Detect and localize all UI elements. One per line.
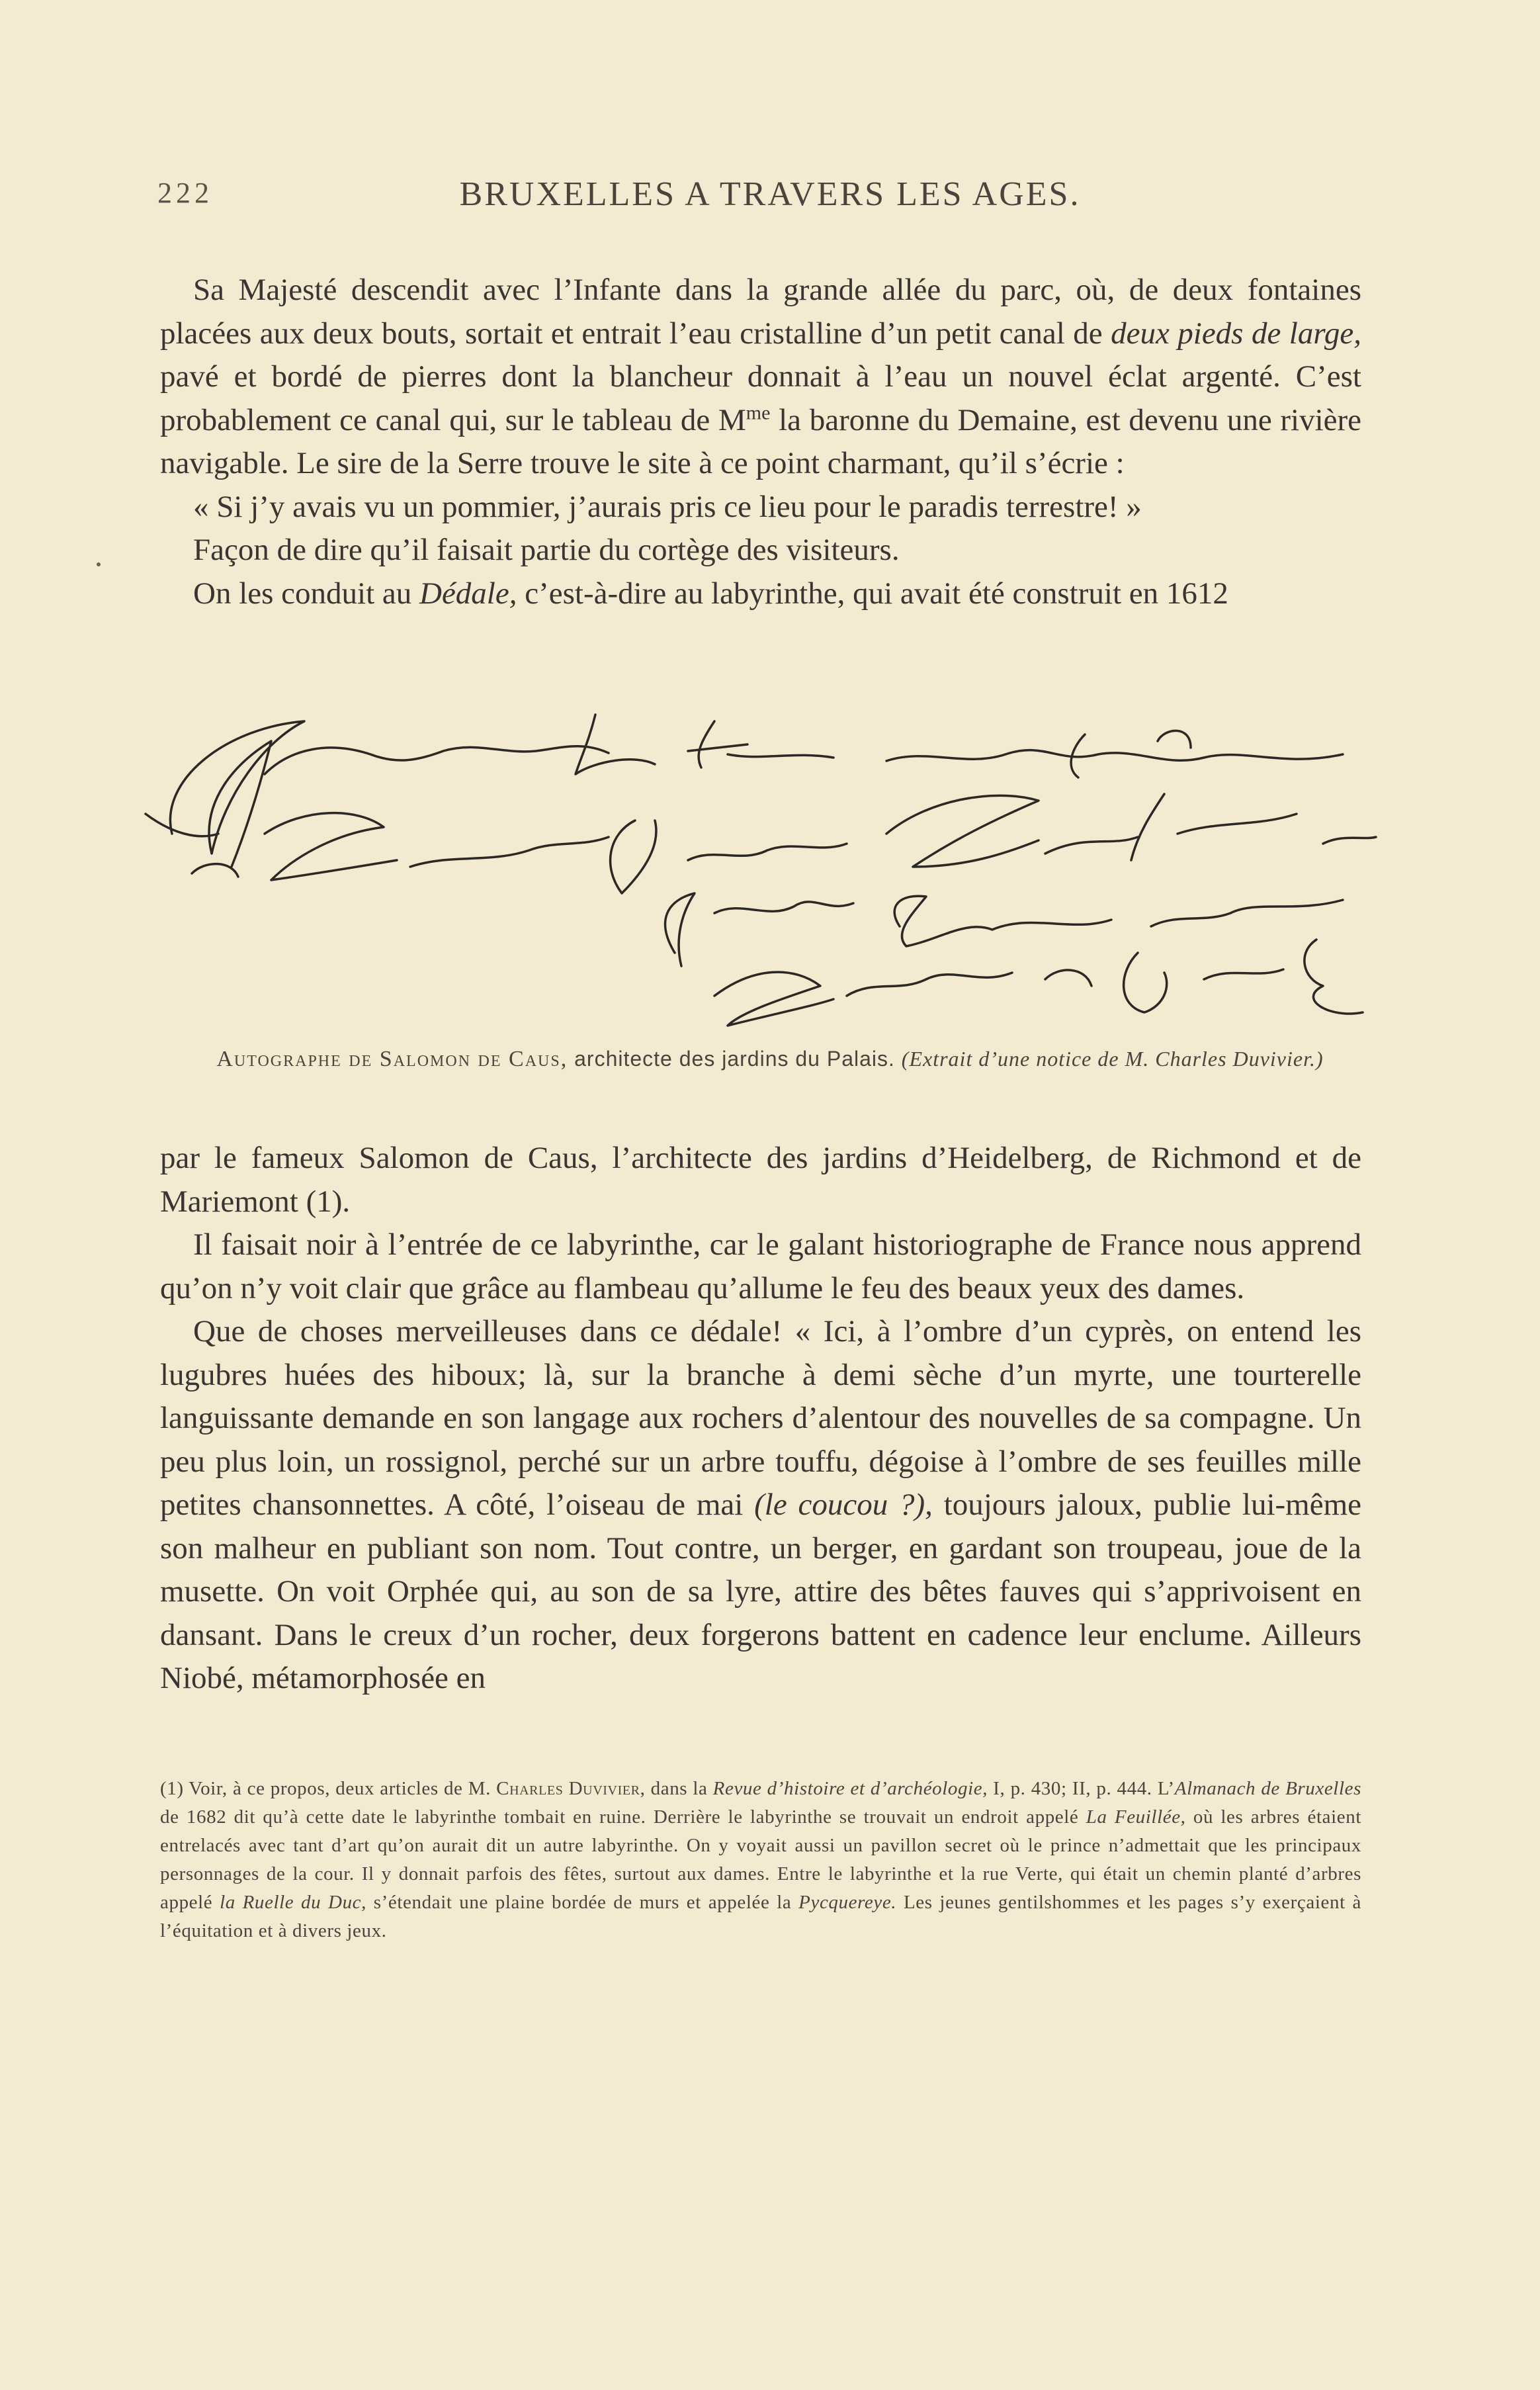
paragraph: par le fameux Salomon de Caus, l’architecte des jardins d’Heidelberg, de Richmond et de Mariemont (1). <box>160 1141 1361 1219</box>
footnote-text: (1) Voir, à ce propos, deux articles de M. Charles Duvivier, dans la Revue d’histoire et d’archéologie, I, p. 430; II, p. 444. L’Almanach de Bruxelles de 1682 dit qu’à cette date le labyrinthe tombait en ruine. Derrière le labyrinthe se trouvait un endroit appelé La Feuillée, où les arbres étaient entrelacés avec tant d’art qu’on aurait dit un autre labyrinthe. On y voyait aussi un pavillon secret où le prince n’admettait que les principaux personnages de la cour. Il y donnait parfois des fêtes, surtout aux dames. Entre le labyrinthe et la rue Verte, qui était un chemin planté d’arbres appelé la Ruelle du Duc, s’étendait une plaine bordée de murs et appelée la Pycquereye. Les jeunes gentilshommes et les pages s’y exerçaient à l’équitation et à divers jeux. <box>160 1778 1361 1941</box>
lower-text-block <box>160 1137 1361 1701</box>
autograph-signature-image <box>132 701 1409 1045</box>
upper-text-block <box>160 269 1361 615</box>
page-number: 222 <box>157 177 213 209</box>
running-title: BRUXELLES A TRAVERS LES AGES. <box>459 175 1081 213</box>
paragraph: On les conduit au Dédale, c’est-à-dire au labyrinthe, qui avait été construit en 1612 <box>193 576 1228 611</box>
margin-mark <box>97 562 101 566</box>
paragraph: Sa Majesté descendit avec l’Infante dans la grande allée du parc, où, de deux fontaines placées aux deux bouts, sortait et entrait l’eau cristalline d’un petit canal de deux pieds de large, pavé et bordé de pierres dont la blancheur donnait à l’eau un nouvel éclat argenté. C’est probablement ce canal qui, sur le tableau de $M^{me}$ la baronne du Demaine, est devenu une rivière navigable. Le sire de la Serre trouve le site à ce point charmant, qu’il s’écrie : <box>160 273 1361 480</box>
paragraph: Que de choses merveilleuses dans ce dédale! « Ici, à l’ombre d’un cyprès, on entend les lugubres huées des hiboux; là, sur la branche à demi sèche d’un myrte, une tourterelle languissante demande en son langage aux rochers d’alentour des nouvelles de sa compagne. Un peu plus loin, un rossignol, perché sur un arbre touffu, dégoise à l’ombre de ses feuilles mille petites chansonnettes. A côté, l’oiseau de mai (le coucou ?), toujours jaloux, publie lui-même son malheur en publiant son nom. Tout contre, un berger, en gardant son troupeau, joue de la musette. On voit Orphée qui, au son de sa lyre, attire des bêtes fauves qui s’apprivoisent en dansant. Dans le creux d’un rocher, deux forgerons battent en cadence leur enclume. Ailleurs Niobé, métamorphosée en <box>160 1314 1362 1695</box>
footnote <box>160 1775 1361 1945</box>
paragraph: Il faisait noir à l’entrée de ce labyrinthe, car le galant historiographe de France nous apprend qu’on n’y voit clair que grâce au flambeau qu’allume le feu des beaux yeux des dames. <box>160 1227 1361 1306</box>
paragraph: Façon de dire qu’il faisait partie du cortège des visiteurs. <box>193 533 900 567</box>
figure-caption: Autographe de Salomon de Caus, architecte des jardins du Palais. (Extrait d’une notice de M. Charles Duvivier.) <box>216 1047 1324 1071</box>
quote-paragraph: « Si j’y avais vu un pommier, j’aurais pris ce lieu pour le paradis terrestre! » <box>193 489 1142 524</box>
